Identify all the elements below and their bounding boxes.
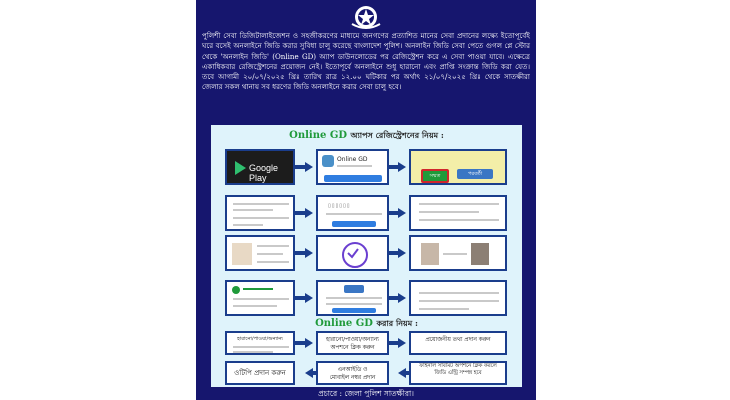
gd-step-nid bbox=[316, 361, 389, 385]
nid-card-image bbox=[232, 243, 252, 265]
gd-rules-title-bn: করার নিয়ম : bbox=[376, 318, 418, 328]
arrow-icon bbox=[398, 208, 406, 218]
agree-button-image: সম্মত bbox=[421, 169, 449, 183]
nid-step bbox=[225, 235, 295, 271]
gd-step-submit-text: ফাইনাল সাবমিট অপশনে ক্লিক করলে জিডি এন্ট্রি সম্পন্ন হবে bbox=[419, 363, 497, 376]
form-step-2 bbox=[409, 195, 507, 231]
gd-rules-heading bbox=[211, 318, 522, 331]
registration-heading bbox=[211, 130, 522, 143]
arrow-icon bbox=[305, 248, 313, 258]
app-logo-icon bbox=[344, 285, 364, 293]
app-install-step bbox=[316, 149, 389, 185]
photo-image bbox=[421, 243, 439, 265]
google-play-label: Google Play bbox=[249, 163, 279, 183]
gd-step-otp bbox=[225, 361, 295, 385]
gd-rules-title-en: Online GD bbox=[315, 318, 373, 329]
notice-text bbox=[202, 31, 530, 93]
photo-image bbox=[471, 243, 489, 265]
arrow-icon bbox=[305, 162, 313, 172]
face-verify-step bbox=[316, 235, 389, 271]
arrow-icon bbox=[305, 208, 313, 218]
success-icon bbox=[232, 286, 240, 294]
check-icon bbox=[346, 247, 360, 259]
gd-step-category bbox=[225, 331, 295, 355]
gd-step-option bbox=[316, 331, 389, 355]
poster bbox=[196, 0, 536, 400]
registration-title-bn: অ্যাপস রেজিস্ট্রেশনের নিয়ম : bbox=[350, 130, 444, 140]
arrow-icon bbox=[398, 248, 406, 258]
arrow-icon bbox=[305, 293, 313, 303]
success-step bbox=[225, 280, 295, 316]
otp-entry-step bbox=[316, 195, 389, 231]
google-play-step bbox=[225, 149, 295, 185]
otp-boxes: ▯▯▯▯▯▯ bbox=[328, 203, 351, 209]
arrow-icon bbox=[398, 368, 406, 378]
registration-title-en: Online GD bbox=[289, 130, 348, 141]
gd-step-submit bbox=[409, 361, 507, 385]
arrow-icon bbox=[398, 162, 406, 172]
police-emblem-icon bbox=[346, 2, 386, 32]
arrow-icon bbox=[305, 338, 313, 348]
arrow-icon bbox=[305, 368, 313, 378]
form-step-1 bbox=[225, 195, 295, 231]
next-button-image: পরবর্তী bbox=[457, 169, 493, 179]
agree-step bbox=[409, 149, 507, 185]
gd-step-option-text: হারানো/পাওয়া/অন্যান্য অপশনে ক্লিক করুন bbox=[326, 337, 379, 351]
app-icon bbox=[322, 155, 334, 167]
install-button-image bbox=[324, 175, 382, 182]
dashboard-step bbox=[409, 280, 507, 316]
instruction-panel bbox=[211, 125, 522, 387]
footer-credit: প্রচারে : জেলা পুলিশ সাতক্ষীরা। bbox=[318, 389, 414, 398]
gd-step-nid-text: এনআইডি ও মোবাইল নম্বর প্রদান bbox=[329, 367, 376, 381]
gd-step-info-text: প্রয়োজনীয় তথ্য প্রদান করুন bbox=[425, 337, 491, 343]
gd-step-info bbox=[409, 331, 507, 355]
gd-step-otp-text: ওটিপি প্রদান করুন bbox=[234, 369, 286, 377]
app-name-label: Online GD bbox=[337, 156, 368, 163]
photo-step bbox=[409, 235, 507, 271]
arrow-icon bbox=[398, 338, 406, 348]
gd-step-category-title: হারানো/পাওয়া/অন্যান্য bbox=[237, 336, 283, 342]
notice-paragraph: পুলিশী সেবা ডিজিটালাইজেশন ও সহজীকরণের মাধ্যমে জনগণের প্রত্যাশিত মানের সেবা প্রদানের লক্ষ্যে ইতোপূর্বেই ঘরে বসেই অনলাইনে জিডি করার সুবিধা চালু করেছে বাংলাদেশ পুলিশ। অনলাইন জিডি সেবা পেতে গুগল প্লে স্টোর থেকে 'অনলাইন জিডি' (Online GD) অ্যাপ ডাউনলোডের পর রেজিস্ট্রেশন করে এ সেবা পাওয়া যাবে। এক্ষেত্রে একাধিকবার রেজিস্ট্রেশনের প্রয়োজন নেই। ইতোপূর্বে অনলাইনে শুধু হারানো এবং প্রাপ্তি সংক্রান্ত জিডি করা যেত। তবে আগামী ২০/০৭/২০২৫ খ্রিঃ তারিখ রাত্র ১২.০০ ঘটিকার পর অর্থাৎ ২১/০৭/২০২৫ খ্রিঃ থেকে সাতক্ষীরা জেলার সকল থানায় সব ধরণের জিডি অনলাইনে করার সেবা চালু হবে। bbox=[202, 31, 530, 92]
arrow-icon bbox=[398, 293, 406, 303]
google-play-icon bbox=[235, 161, 246, 175]
login-step bbox=[316, 280, 389, 316]
